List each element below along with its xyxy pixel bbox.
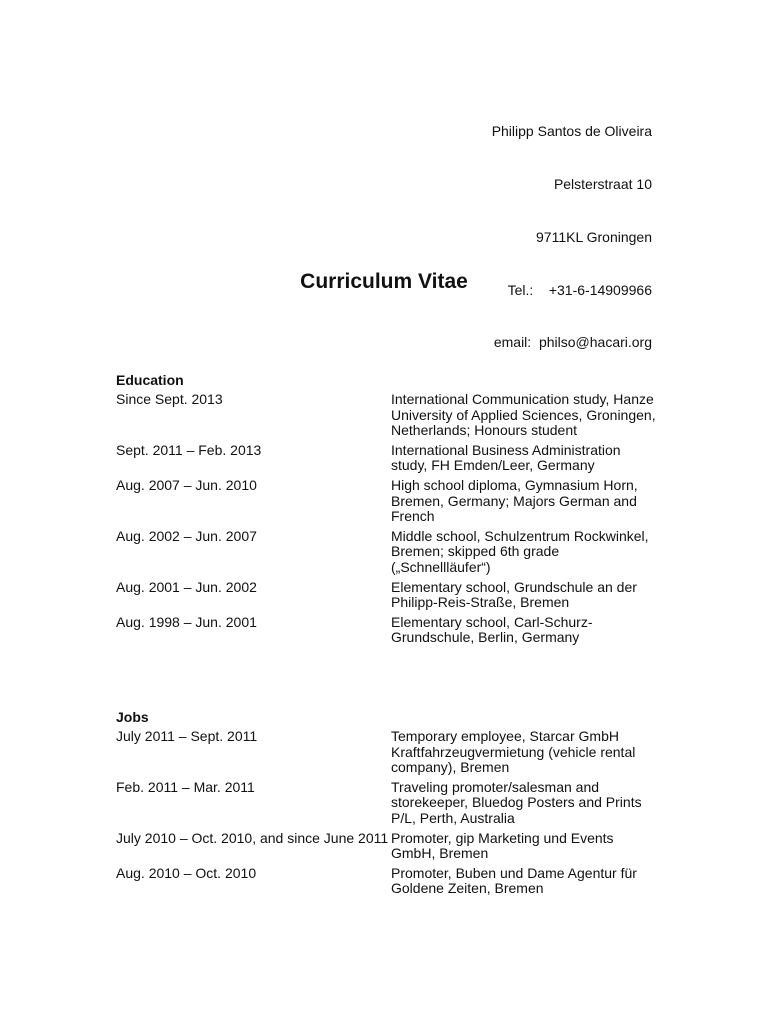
entry-description: Temporary employee, Starcar GmbH Kraftfahrzeugvermietung (vehicle rental company), Bremen [391,728,636,776]
entry-period: Aug. 2001 – Jun. 2002 [116,578,257,595]
entry-description: High school diploma, Gymnasium Horn, Bremen, Germany; Majors German and French [391,476,638,525]
entry-period: Aug. 1998 – Jun. 2001 [116,613,257,630]
education-section [116,372,656,650]
job-entry [116,866,656,897]
entry-period: Since Sept. 2013 [116,391,223,407]
job-entry [116,780,656,827]
entry-description: Elementary school, Grundschule an der Philipp-Reis-Straße, Bremen [391,578,637,611]
page-title: Curriculum Vitae [300,270,468,293]
education-entry [116,478,656,525]
contact-phone: Tel.: +31-6-14909966 [507,281,652,298]
entry-description: Promoter, Buben und Dame Agentur für Goldene Zeiten, Bremen [391,864,637,897]
education-entry [116,580,656,611]
entry-period: Aug. 2002 – Jun. 2007 [116,527,257,544]
entry-description: Elementary school, Carl-Schurz-Grundschule, Berlin, Germany [391,613,593,646]
contact-name: Philipp Santos de Oliveira [491,123,652,140]
entry-description: Traveling promoter/salesman and storekeeper, Bluedog Posters and Prints P/L, Perth, Australia [391,778,642,826]
contact-block [492,88,652,387]
entry-period: July 2011 – Sept. 2011 [116,728,258,744]
entry-period: Sept. 2011 – Feb. 2013 [116,441,262,458]
entry-period: Feb. 2011 – Mar. 2011 [116,778,255,795]
job-entry [116,729,656,776]
education-entry [116,615,656,646]
contact-email: email: philso@hacari.org [493,334,652,351]
education-heading: Education [116,372,184,388]
entry-description: Middle school, Schulzentrum Rockwinkel, Bremen; skipped 6th grade („Schnellläufer“) [391,527,649,575]
contact-city: 9711KL Groningen [536,228,652,245]
jobs-heading: Jobs [116,709,149,725]
entry-period: July 2010 – Oct. 2010, and since June 2011 [116,829,389,846]
education-entry [116,529,656,576]
education-entry [116,443,656,474]
education-entry [116,392,656,439]
entry-description: International Business Administration study, FH Emden/Leer, Germany [391,441,621,474]
entry-description: Promoter, gip Marketing und Events GmbH, Bremen [391,829,614,862]
job-entry [116,831,656,862]
contact-street: Pelsterstraat 10 [553,175,652,192]
jobs-section [116,709,656,901]
entry-description: International Communication study, Hanze University of Applied Sciences, Groningen, Netherlands; Honours student [391,391,656,439]
entry-period: Aug. 2007 – Jun. 2010 [116,476,257,493]
entry-period: Aug. 2010 – Oct. 2010 [116,864,257,881]
